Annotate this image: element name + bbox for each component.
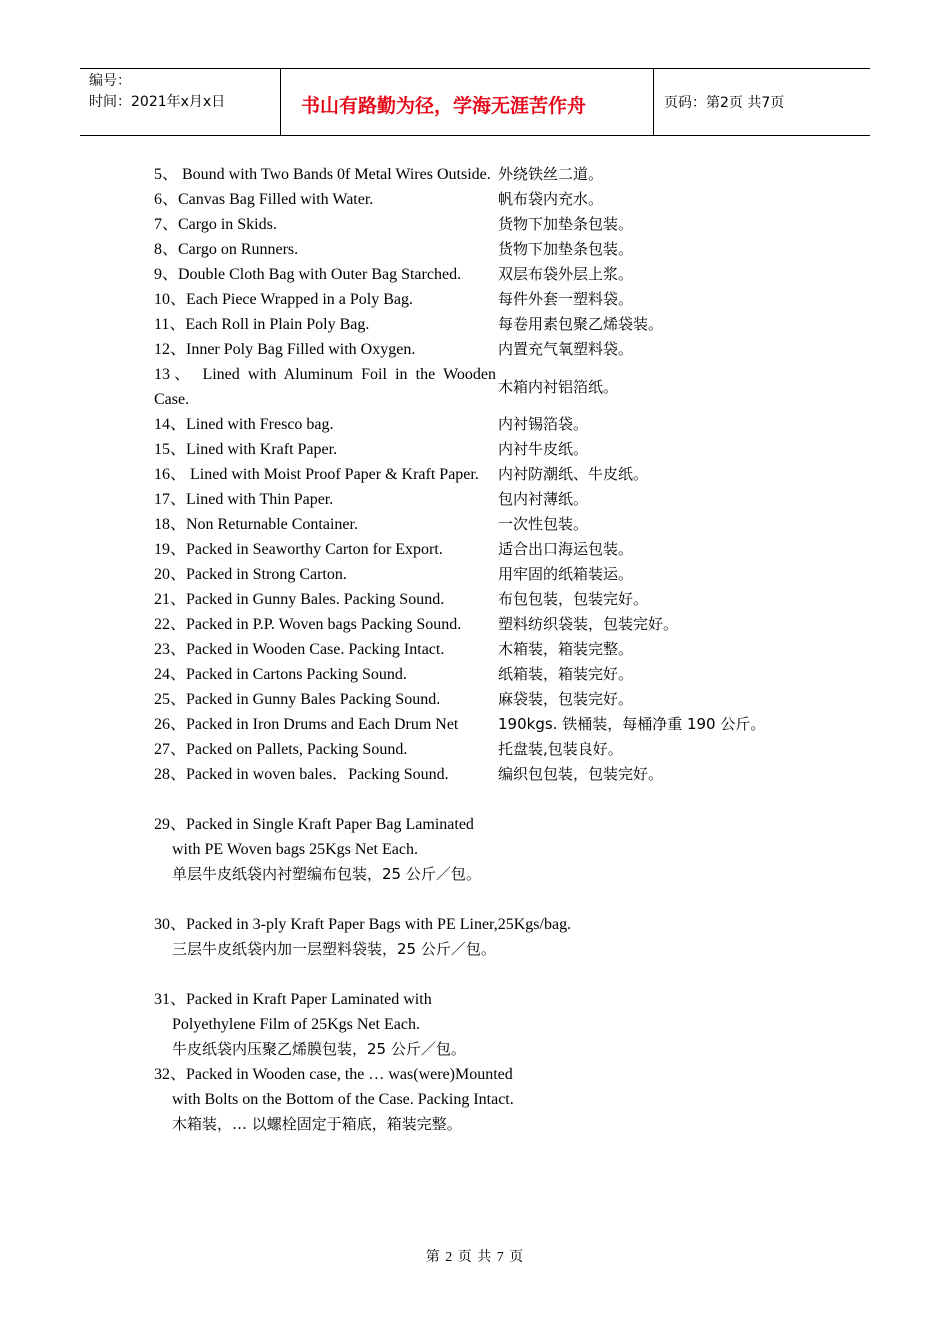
term-en-line: 29、Packed in Single Kraft Paper Bag Laminated [154, 816, 474, 833]
term-row [154, 462, 854, 487]
term-english: 14、Lined with Fresco bag. [154, 416, 334, 433]
term-chinese: 帆布袋内充水。 [498, 190, 604, 208]
term-english: 28、Packed in woven bales．Packing Sound. [154, 766, 449, 783]
term-row [154, 637, 854, 662]
term-english: 7、Cargo in Skids. [154, 216, 277, 233]
term-chinese: 外绕铁丝二道。 [498, 165, 604, 183]
term-chinese: 每卷用素包聚乙烯袋装。 [498, 315, 664, 333]
term-english: 10、Each Piece Wrapped in a Poly Bag. [154, 291, 413, 308]
term-en-line: 32、Packed in Wooden case, the … was(were)Mounted [154, 1066, 513, 1083]
term-chinese: 纸箱装，箱装完好。 [498, 665, 634, 683]
term-english: 8、Cargo on Runners. [154, 241, 299, 258]
page-header [80, 68, 870, 136]
term-row [154, 287, 854, 312]
term-row [154, 162, 854, 187]
term-english: 17、Lined with Thin Paper. [154, 491, 334, 508]
term-chinese: 适合出口海运包装。 [498, 540, 634, 558]
term-row [154, 687, 854, 712]
term-row [154, 612, 854, 637]
term-english: 5、 Bound with Two Bands 0f Metal Wires Outside. [154, 166, 491, 183]
term-english: 16、 Lined with Moist Proof Paper & Kraft Paper. [154, 466, 479, 483]
term-paragraph-32 [154, 1062, 854, 1137]
term-row [154, 512, 854, 537]
term-paragraph-31 [154, 987, 854, 1062]
term-chinese: 双层布袋外层上浆。 [498, 265, 634, 283]
document-body [154, 162, 854, 1137]
term-english: 24、Packed in Cartons Packing Sound. [154, 666, 407, 683]
term-chinese: 内置充气氧塑料袋。 [498, 340, 634, 358]
term-chinese: 内衬防潮纸、牛皮纸。 [498, 465, 649, 483]
term-list [154, 162, 854, 787]
term-paragraph-30 [154, 912, 854, 962]
term-row [154, 662, 854, 687]
time-label: 时间：2021年x月x日 [89, 94, 226, 110]
term-chinese: 木箱内衬铝箔纸。 [498, 377, 619, 396]
term-en-line: Polyethylene Film of 25Kgs Net Each. [172, 1016, 420, 1033]
term-row [154, 237, 854, 262]
header-page-info: 页码：第2页 共7页 [664, 95, 785, 111]
term-english: 19、Packed in Seaworthy Carton for Export. [154, 541, 443, 558]
term-chinese: 货物下加垫条包装。 [498, 240, 634, 258]
term-english: 6、Canvas Bag Filled with Water. [154, 191, 374, 208]
term-row [154, 587, 854, 612]
term-english: 9、Double Cloth Bag with Outer Bag Starched. [154, 266, 462, 283]
term-row [154, 537, 854, 562]
term-chinese: 托盘装,包装良好。 [498, 740, 623, 758]
term-paragraph-29 [154, 812, 854, 887]
term-row [154, 412, 854, 437]
term-chinese: 内衬锡箔袋。 [498, 415, 589, 433]
term-chinese: 一次性包装。 [498, 515, 589, 533]
term-chinese: 190kgs. 铁桶装，每桶净重 190 公斤。 [498, 715, 766, 733]
term-english: 26、Packed in Iron Drums and Each Drum Net [154, 716, 459, 733]
term-row [154, 437, 854, 462]
term-cn-line: 木箱装，… 以螺栓固定于箱底，箱装完整。 [172, 1115, 462, 1133]
header-motto: 书山有路勤为径，学海无涯苦作舟 [281, 69, 654, 135]
term-row [154, 212, 854, 237]
term-chinese: 包内衬薄纸。 [498, 490, 589, 508]
term-cn-line: 牛皮纸袋内压聚乙烯膜包装，25 公斤／包。 [172, 1040, 466, 1058]
term-cn-line: 单层牛皮纸袋内衬塑编布包装，25 公斤／包。 [172, 865, 481, 883]
term-chinese: 麻袋装，包装完好。 [498, 690, 634, 708]
term-english: 25、Packed in Gunny Bales Packing Sound. [154, 691, 441, 708]
term-english: 18、Non Returnable Container. [154, 516, 358, 533]
term-chinese: 用牢固的纸箱装运。 [498, 565, 634, 583]
term-row [154, 487, 854, 512]
serial-label: 编号： [89, 73, 131, 89]
term-english: 11、Each Roll in Plain Poly Bag. [154, 316, 370, 333]
term-row [154, 337, 854, 362]
term-chinese: 塑料纺织袋装，包装完好。 [498, 615, 679, 633]
term-chinese: 货物下加垫条包装。 [498, 215, 634, 233]
term-english: 21、Packed in Gunny Bales. Packing Sound. [154, 591, 445, 608]
term-chinese: 内衬牛皮纸。 [498, 440, 589, 458]
term-english: 12、Inner Poly Bag Filled with Oxygen. [154, 341, 416, 358]
term-en-line: with Bolts on the Bottom of the Case. Packing Intact. [172, 1091, 514, 1108]
term-chinese: 布包包装，包装完好。 [498, 590, 649, 608]
term-english: 27、Packed on Pallets, Packing Sound. [154, 741, 408, 758]
term-row [154, 737, 854, 762]
term-en-line: with PE Woven bags 25Kgs Net Each. [172, 841, 418, 858]
term-english: 15、Lined with Kraft Paper. [154, 441, 338, 458]
term-en-line: 31、Packed in Kraft Paper Laminated with [154, 991, 432, 1008]
term-row [154, 762, 854, 787]
term-english: 22、Packed in P.P. Woven bags Packing Sound. [154, 616, 462, 633]
term-row [154, 187, 854, 212]
term-en-line: 30、Packed in 3-ply Kraft Paper Bags with PE Liner,25Kgs/bag. [154, 916, 572, 933]
term-english: 20、Packed in Strong Carton. [154, 566, 347, 583]
header-meta [80, 69, 281, 135]
term-english: 23、Packed in Wooden Case. Packing Intact. [154, 641, 445, 658]
term-cn-line: 三层牛皮纸袋内加一层塑料袋装，25 公斤／包。 [172, 940, 496, 958]
page-footer: 第 2 页 共 7 页 [425, 1250, 525, 1265]
term-english: 13、 Lined with Aluminum Foil in the Wooden Case. [154, 366, 497, 408]
term-row [154, 562, 854, 587]
term-chinese: 编织包包装，包装完好。 [498, 765, 664, 783]
term-row [154, 362, 854, 412]
term-chinese: 木箱装，箱装完整。 [498, 640, 634, 658]
term-row [154, 312, 854, 337]
term-row [154, 712, 854, 737]
term-chinese: 每件外套一塑料袋。 [498, 290, 634, 308]
term-row [154, 262, 854, 287]
